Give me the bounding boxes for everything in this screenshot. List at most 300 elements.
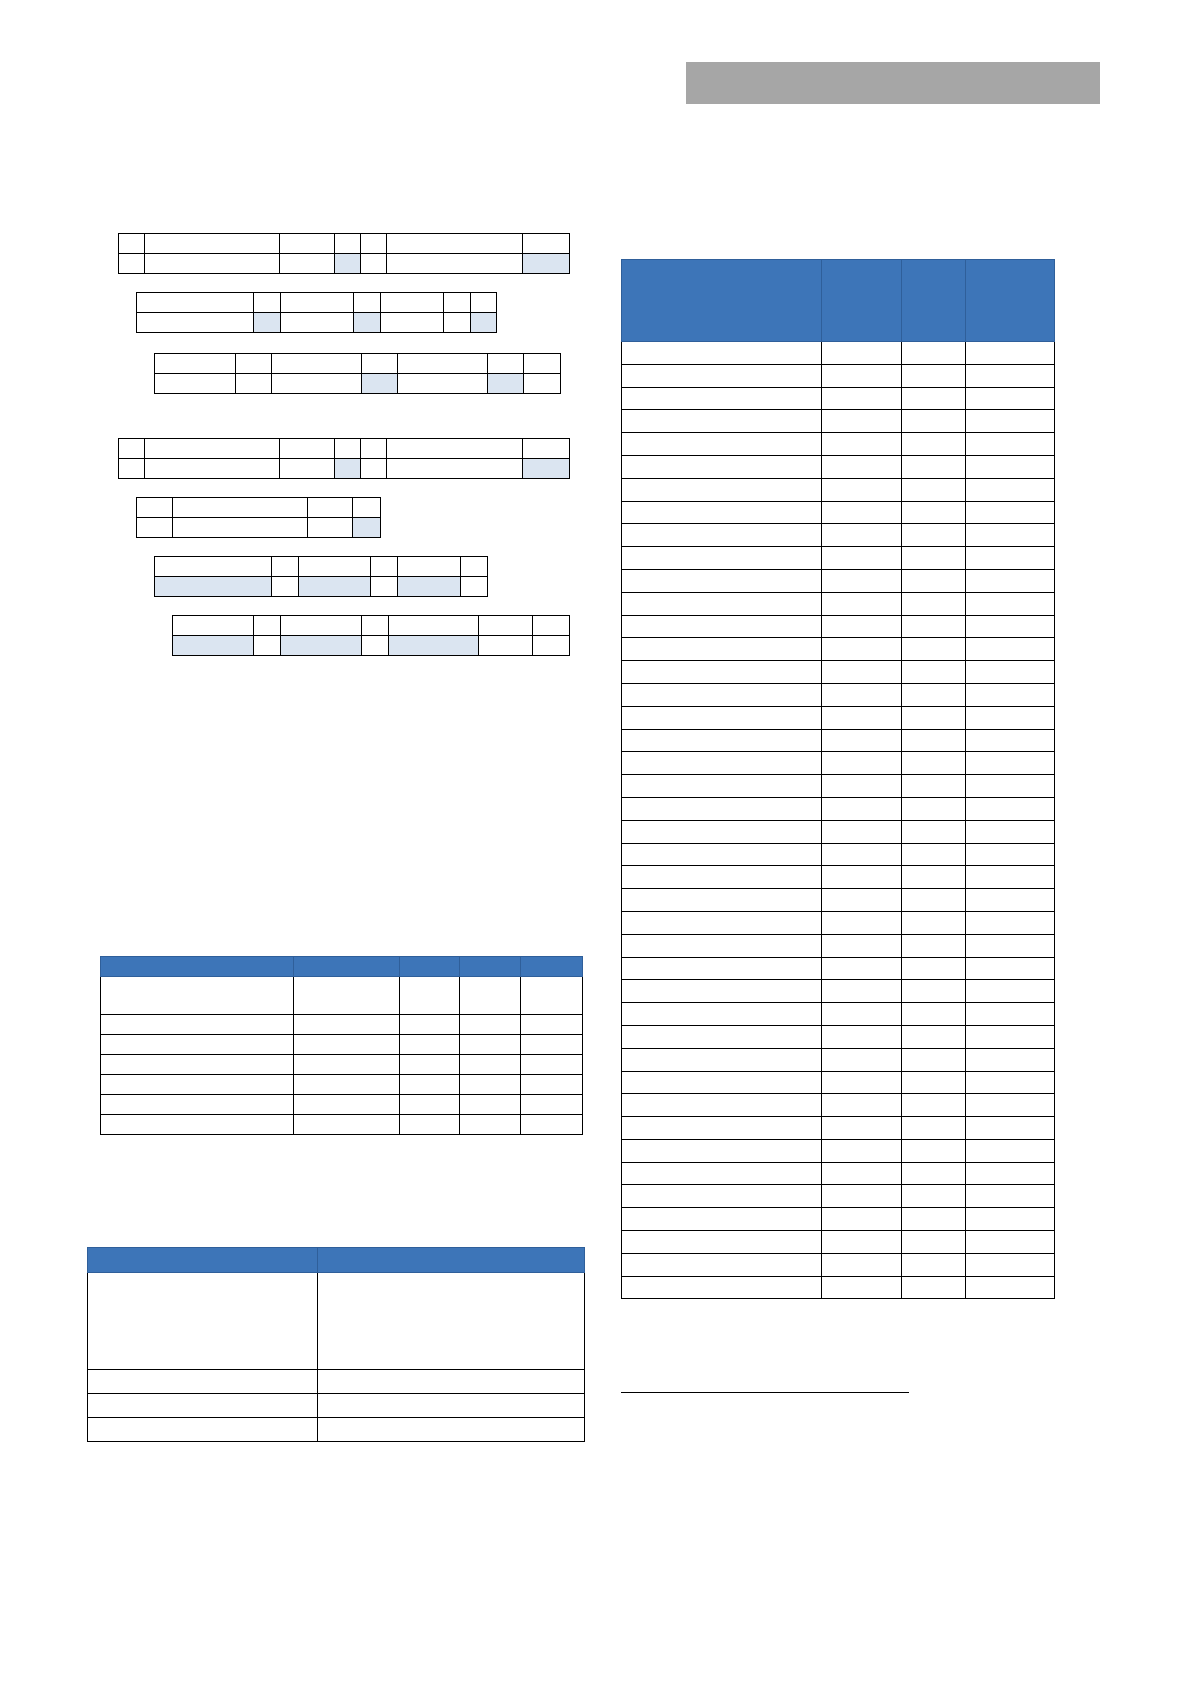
formula-cell	[362, 616, 389, 636]
table-row	[622, 638, 1055, 661]
table-row	[622, 1003, 1055, 1026]
table-cell	[294, 1075, 400, 1095]
table-cell	[622, 478, 822, 501]
table-cell	[101, 1095, 294, 1115]
formula-cell-shaded	[488, 374, 524, 394]
table-cell	[966, 1185, 1055, 1208]
table-cell	[622, 980, 822, 1003]
table-cell	[622, 455, 822, 478]
formula-cell	[461, 577, 488, 597]
formula-cell	[155, 354, 236, 374]
table-cell	[622, 1071, 822, 1094]
table-cell	[822, 889, 902, 912]
table-b	[87, 1247, 585, 1442]
formula-cell	[145, 459, 280, 479]
table-cell	[521, 1095, 583, 1115]
table-cell	[822, 1139, 902, 1162]
formula-cell	[353, 293, 380, 313]
table-cell	[902, 1185, 966, 1208]
table-cell	[822, 980, 902, 1003]
table-cell	[88, 1370, 318, 1394]
table-row	[622, 1025, 1055, 1048]
formula-box-6	[154, 556, 488, 597]
table-cell	[902, 387, 966, 410]
formula-cell	[281, 616, 362, 636]
table-row	[622, 820, 1055, 843]
table-cell	[318, 1370, 585, 1394]
table-row	[88, 1418, 585, 1442]
formula-cell	[173, 498, 308, 518]
table-row	[622, 1117, 1055, 1140]
table-cell	[822, 843, 902, 866]
table-row	[622, 752, 1055, 775]
table-cell	[400, 1035, 460, 1055]
table-cell	[966, 866, 1055, 889]
table-cell	[400, 1115, 460, 1135]
table-row	[622, 1162, 1055, 1185]
table-cell	[902, 911, 966, 934]
formula-cell	[461, 557, 488, 577]
table-cell	[902, 1094, 966, 1117]
table-cell	[966, 478, 1055, 501]
table-cell	[966, 342, 1055, 365]
table-cell	[902, 1003, 966, 1026]
formula-cell	[137, 518, 173, 538]
table-row	[622, 1139, 1055, 1162]
formula-cell-shaded	[389, 636, 479, 656]
table-cell	[966, 752, 1055, 775]
formula-cell	[272, 577, 299, 597]
table-cell	[822, 342, 902, 365]
table-cell	[822, 775, 902, 798]
formula-cell	[119, 439, 145, 459]
formula-cell-shaded	[299, 577, 371, 597]
formula-cell	[362, 636, 389, 656]
table-cell	[822, 706, 902, 729]
table-row	[88, 1370, 585, 1394]
table-cell	[318, 1418, 585, 1442]
table-cell	[622, 1276, 822, 1299]
table-cell	[966, 729, 1055, 752]
table-row	[101, 1055, 583, 1075]
table-cell	[622, 889, 822, 912]
table-cell	[902, 1117, 966, 1140]
table-cell	[101, 1055, 294, 1075]
table-cell	[902, 1208, 966, 1231]
table-b-header	[318, 1248, 585, 1273]
formula-cell-shaded	[155, 577, 272, 597]
table-cell	[521, 1035, 583, 1055]
table-row	[622, 433, 1055, 456]
table-cell	[902, 342, 966, 365]
formula-cell	[254, 636, 281, 656]
formula-box-5	[136, 497, 381, 538]
table-row	[622, 342, 1055, 365]
table-cell	[622, 1117, 822, 1140]
table-row	[622, 410, 1055, 433]
formula-cell	[361, 459, 387, 479]
table-row	[101, 1095, 583, 1115]
table-cell	[294, 1095, 400, 1115]
table-cell	[822, 638, 902, 661]
table-cell	[294, 1035, 400, 1055]
table-row	[622, 1253, 1055, 1276]
formula-cell-shaded	[253, 313, 280, 333]
table-cell	[460, 1075, 521, 1095]
table-cell	[622, 592, 822, 615]
table-a-header	[101, 957, 294, 977]
table-row	[101, 1015, 583, 1035]
table-cell	[822, 1231, 902, 1254]
formula-cell	[381, 293, 444, 313]
formula-cell-shaded	[335, 254, 361, 274]
formula-cell-shaded	[362, 374, 398, 394]
table-cell	[622, 1162, 822, 1185]
formula-cell	[308, 518, 353, 538]
table-cell	[902, 775, 966, 798]
table-cell	[902, 501, 966, 524]
table-cell	[902, 547, 966, 570]
table-a	[100, 956, 583, 1135]
formula-cell	[371, 557, 398, 577]
table-c-body	[622, 342, 1055, 1299]
table-cell	[822, 524, 902, 547]
table-row	[622, 866, 1055, 889]
table-cell	[822, 683, 902, 706]
formula-cell	[361, 254, 387, 274]
table-cell	[822, 501, 902, 524]
table-row	[622, 1185, 1055, 1208]
formula-cell	[173, 518, 308, 538]
footnote-rule	[621, 1392, 909, 1393]
table-cell	[822, 455, 902, 478]
table-cell	[822, 1025, 902, 1048]
formula-cell	[479, 636, 533, 656]
table-cell	[902, 797, 966, 820]
formula-cell	[523, 439, 570, 459]
table-cell	[902, 980, 966, 1003]
table-cell	[902, 1048, 966, 1071]
formula-cell	[381, 313, 444, 333]
table-row	[622, 661, 1055, 684]
table-cell	[822, 478, 902, 501]
table-row	[622, 797, 1055, 820]
table-cell	[622, 1231, 822, 1254]
table-cell	[902, 1162, 966, 1185]
table-cell	[88, 1273, 318, 1370]
table-cell	[521, 977, 583, 1015]
table-cell	[902, 820, 966, 843]
table-cell	[966, 592, 1055, 615]
table-cell	[902, 433, 966, 456]
formula-cell-shaded	[335, 459, 361, 479]
table-cell	[622, 911, 822, 934]
table-row	[101, 1115, 583, 1135]
page-header-bar	[686, 62, 1100, 104]
formula-cell	[236, 354, 272, 374]
table-cell	[88, 1418, 318, 1442]
table-cell	[822, 1117, 902, 1140]
table-cell	[460, 1055, 521, 1075]
table-cell	[822, 729, 902, 752]
table-cell	[966, 364, 1055, 387]
formula-cell	[524, 374, 561, 394]
table-cell	[902, 752, 966, 775]
table-row	[88, 1273, 585, 1370]
table-cell	[822, 1253, 902, 1276]
formula-cell	[443, 313, 470, 333]
table-row	[622, 478, 1055, 501]
table-row	[622, 524, 1055, 547]
formula-cell	[398, 557, 461, 577]
table-cell	[622, 524, 822, 547]
table-cell	[622, 1048, 822, 1071]
table-cell	[294, 1055, 400, 1075]
table-cell	[460, 977, 521, 1015]
formula-cell	[236, 374, 272, 394]
table-c	[621, 259, 1055, 1299]
table-a-header	[400, 957, 460, 977]
table-cell	[622, 797, 822, 820]
table-cell	[822, 433, 902, 456]
table-cell	[521, 1115, 583, 1135]
table-cell	[902, 706, 966, 729]
table-cell	[902, 615, 966, 638]
table-cell	[822, 1162, 902, 1185]
table-row	[622, 569, 1055, 592]
table-cell	[622, 364, 822, 387]
table-cell	[966, 957, 1055, 980]
formula-cell	[335, 234, 361, 254]
table-cell	[822, 1071, 902, 1094]
formula-cell	[145, 439, 280, 459]
table-cell	[622, 775, 822, 798]
table-cell	[822, 797, 902, 820]
table-cell	[966, 706, 1055, 729]
table-row	[88, 1394, 585, 1418]
table-cell	[101, 1035, 294, 1055]
formula-cell	[533, 636, 570, 656]
formula-cell-shaded	[523, 254, 570, 274]
table-cell	[822, 1048, 902, 1071]
formula-cell-shaded	[398, 577, 461, 597]
formula-cell	[443, 293, 470, 313]
table-cell	[622, 866, 822, 889]
table-cell	[902, 661, 966, 684]
table-cell	[101, 1015, 294, 1035]
table-cell	[822, 1094, 902, 1117]
table-c-header	[966, 260, 1055, 342]
formula-cell	[281, 293, 354, 313]
table-a-header	[521, 957, 583, 977]
formula-cell-shaded	[470, 313, 496, 333]
table-cell	[966, 387, 1055, 410]
formula-cell	[281, 313, 354, 333]
table-cell	[822, 547, 902, 570]
formula-cell	[299, 557, 371, 577]
table-cell	[622, 638, 822, 661]
table-cell	[622, 410, 822, 433]
table-cell	[622, 934, 822, 957]
table-a-header	[294, 957, 400, 977]
table-cell	[902, 1276, 966, 1299]
table-cell	[966, 547, 1055, 570]
table-row	[622, 1071, 1055, 1094]
table-cell	[622, 820, 822, 843]
table-cell	[966, 1231, 1055, 1254]
formula-cell	[387, 459, 523, 479]
table-cell	[460, 1035, 521, 1055]
formula-box-3	[154, 353, 561, 394]
table-row	[622, 547, 1055, 570]
table-cell	[902, 1139, 966, 1162]
formula-cell	[479, 616, 533, 636]
table-c-header	[822, 260, 902, 342]
table-row	[101, 1035, 583, 1055]
formula-cell	[280, 459, 335, 479]
formula-cell	[533, 616, 570, 636]
table-cell	[460, 1115, 521, 1135]
formula-cell	[272, 557, 299, 577]
table-cell	[400, 977, 460, 1015]
table-cell	[400, 1015, 460, 1035]
table-cell	[101, 1075, 294, 1095]
table-cell	[622, 706, 822, 729]
table-cell	[966, 775, 1055, 798]
formula-cell	[488, 354, 524, 374]
formula-cell	[137, 498, 173, 518]
formula-box-4	[118, 438, 570, 479]
table-cell	[966, 1162, 1055, 1185]
formula-cell	[398, 374, 488, 394]
table-row	[622, 501, 1055, 524]
table-row	[622, 729, 1055, 752]
formula-cell	[280, 234, 335, 254]
formula-cell	[398, 354, 488, 374]
table-cell	[822, 820, 902, 843]
formula-cell	[361, 439, 387, 459]
table-cell	[902, 1253, 966, 1276]
formula-cell	[353, 498, 381, 518]
table-cell	[902, 957, 966, 980]
table-cell	[822, 661, 902, 684]
formula-cell	[308, 498, 353, 518]
table-cell	[902, 1071, 966, 1094]
table-c-header	[622, 260, 822, 342]
table-cell	[966, 1071, 1055, 1094]
table-cell	[622, 729, 822, 752]
formula-cell-shaded	[353, 518, 381, 538]
table-row	[622, 1276, 1055, 1299]
table-cell	[822, 911, 902, 934]
table-cell	[902, 524, 966, 547]
table-cell	[521, 1075, 583, 1095]
table-cell	[400, 1075, 460, 1095]
table-cell	[902, 729, 966, 752]
table-cell	[966, 1117, 1055, 1140]
table-b-header	[88, 1248, 318, 1273]
table-cell	[966, 1139, 1055, 1162]
table-row	[622, 683, 1055, 706]
table-cell	[622, 433, 822, 456]
table-cell	[622, 1253, 822, 1276]
formula-cell	[119, 254, 145, 274]
table-row	[622, 957, 1055, 980]
table-cell	[622, 1025, 822, 1048]
table-cell	[966, 889, 1055, 912]
table-row	[622, 706, 1055, 729]
formula-cell	[145, 234, 280, 254]
table-cell	[294, 1015, 400, 1035]
table-cell	[88, 1394, 318, 1418]
table-cell	[622, 547, 822, 570]
table-cell	[622, 615, 822, 638]
formula-cell	[524, 354, 561, 374]
table-cell	[966, 683, 1055, 706]
table-cell	[622, 1139, 822, 1162]
formula-cell	[253, 293, 280, 313]
table-cell	[966, 1025, 1055, 1048]
formula-cell	[173, 616, 254, 636]
table-cell	[966, 410, 1055, 433]
table-cell	[902, 478, 966, 501]
table-cell	[966, 980, 1055, 1003]
table-cell	[966, 1208, 1055, 1231]
table-cell	[966, 1253, 1055, 1276]
formula-cell	[361, 234, 387, 254]
table-cell	[294, 1115, 400, 1135]
table-cell	[966, 433, 1055, 456]
table-row	[622, 1048, 1055, 1071]
table-cell	[966, 934, 1055, 957]
table-cell	[822, 1208, 902, 1231]
table-cell	[622, 569, 822, 592]
table-a-header	[460, 957, 521, 977]
table-c-header	[902, 260, 966, 342]
formula-cell	[119, 459, 145, 479]
table-cell	[966, 1094, 1055, 1117]
table-cell	[966, 1003, 1055, 1026]
table-cell	[966, 638, 1055, 661]
table-cell	[822, 592, 902, 615]
formula-cell	[145, 254, 280, 274]
table-cell	[101, 1115, 294, 1135]
table-cell	[294, 977, 400, 1015]
table-cell	[318, 1394, 585, 1418]
table-cell	[521, 1015, 583, 1035]
table-cell	[822, 569, 902, 592]
table-row	[622, 1208, 1055, 1231]
table-row	[622, 934, 1055, 957]
table-cell	[902, 866, 966, 889]
formula-cell	[387, 439, 523, 459]
table-row	[622, 775, 1055, 798]
table-cell	[966, 843, 1055, 866]
formula-cell-shaded	[353, 313, 380, 333]
formula-cell	[389, 616, 479, 636]
formula-cell	[335, 439, 361, 459]
table-row	[622, 1094, 1055, 1117]
formula-box-1	[118, 233, 570, 274]
table-row	[622, 843, 1055, 866]
table-cell	[902, 843, 966, 866]
formula-cell	[470, 293, 496, 313]
table-cell	[400, 1055, 460, 1075]
table-cell	[622, 683, 822, 706]
table-cell	[822, 866, 902, 889]
table-cell	[622, 342, 822, 365]
table-row	[622, 592, 1055, 615]
